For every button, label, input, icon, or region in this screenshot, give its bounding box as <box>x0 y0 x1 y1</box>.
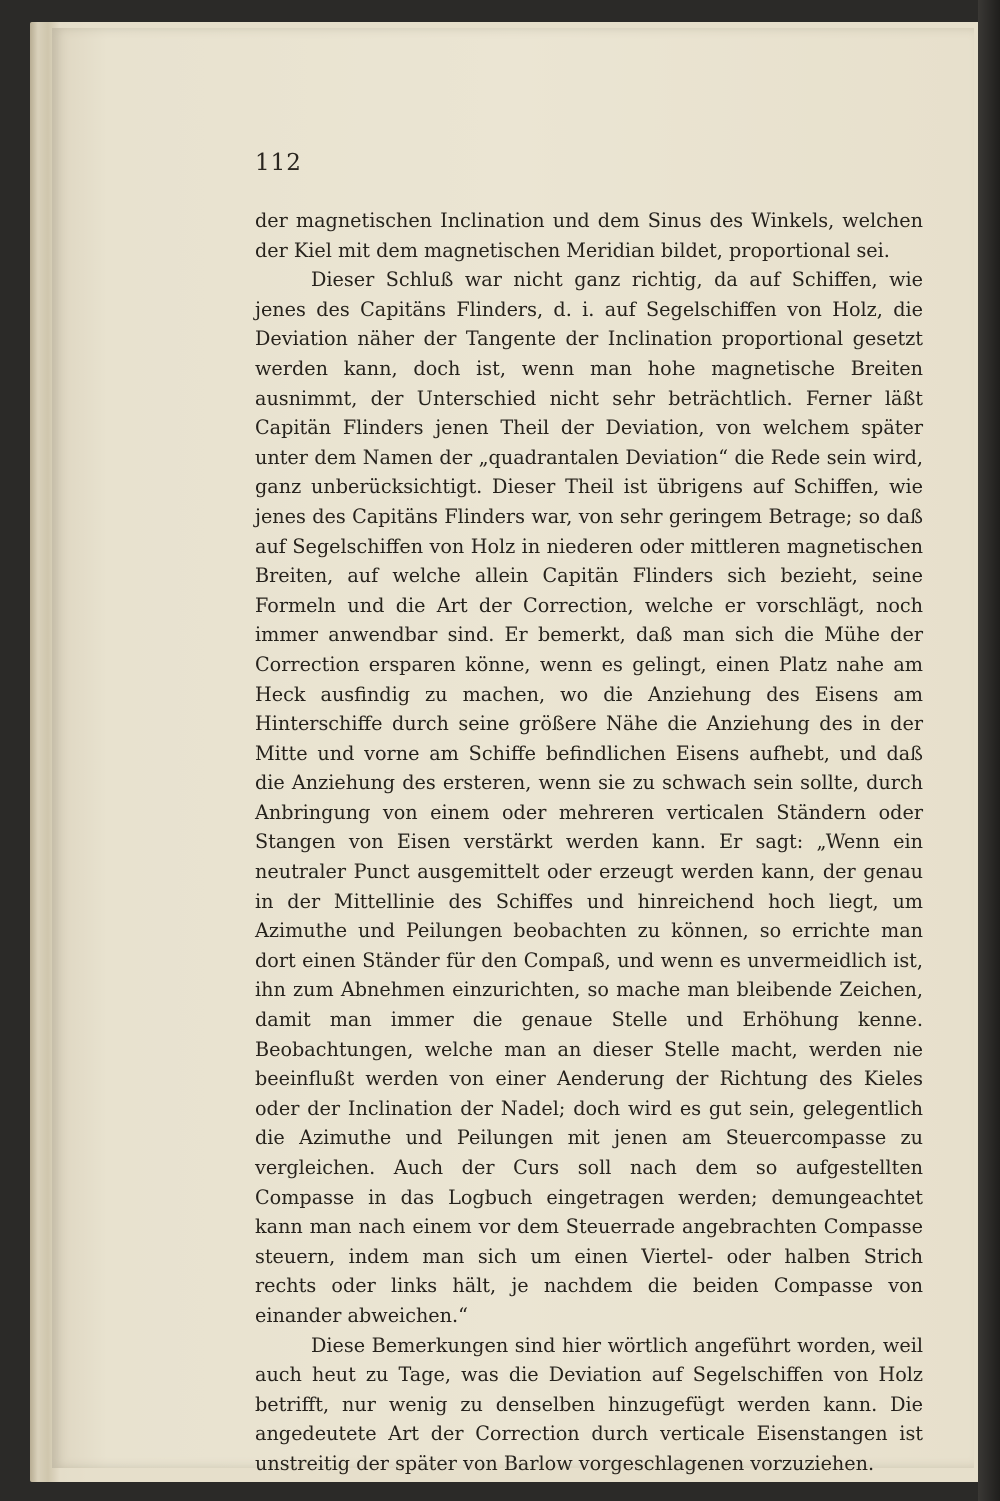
paragraph-continuation: der magnetischen Inclination und dem Sinus des Winkels, welchen der Kiel mit dem magnetischen Meridian bildet, proportional sei. <box>255 209 923 262</box>
book-cover-edge <box>978 0 1000 1501</box>
body-text <box>255 206 923 1479</box>
page-number: 112 <box>255 150 302 176</box>
paragraph-flinders-quote: Dieser Schluß war nicht ganz richtig, da auf Schiffen, wie jenes des Capitäns Flinders, d. i. auf Segelschiffen von Holz, die Deviation näher der Tangente der Inclination proportional gesetzt werden kann, doch ist, wenn man hohe magnetische Breiten ausnimmt, der Unterschied nicht sehr beträchtlich. Ferner läßt Capitän Flinders jenen Theil der Deviation, von welchem später unter dem Namen der „quadrantalen Deviation“ die Rede sein wird, ganz unberücksichtigt. Dieser Theil ist übrigens auf Schiffen, wie jenes des Capitäns Flinders war, von sehr geringem Betrage; so daß auf Segelschiffen von Holz in niederen oder mittleren magnetischen Breiten, auf welche allein Capitän Flinders sich bezieht, seine Formeln und die Art der Correction, welche er vorschlägt, noch immer anwendbar sind. Er bemerkt, daß man sich die Mühe der Correction ersparen könne, wenn es gelingt, einen Platz nahe am Heck ausfindig zu machen, wo die Anziehung des Eisens am Hinterschiffe durch seine größere Nähe die Anziehung des in der Mitte und vorne am Schiffe befindlichen Eisens aufhebt, und daß die Anziehung des ersteren, wenn sie zu schwach sein sollte, durch Anbringung von einem oder mehreren verticalen Ständern oder Stangen von Eisen verstärkt werden kann. Er sagt: „Wenn ein neutraler Punct ausgemittelt oder erzeugt werden kann, der genau in der Mittellinie des Schiffes und hinreichend hoch liegt, um Azimuthe und Peilungen beobachten zu können, so errichte man dort einen Ständer für den Compaß, und wenn es unvermeidlich ist, ihn zum Abnehmen einzurichten, so mache man bleibende Zeichen, damit man immer die genaue Stelle und Erhöhung kenne. Beobachtungen, welche man an dieser Stelle macht, werden nie beeinflußt werden von einer Aenderung der Richtung des Kieles oder der Inclination der Nadel; doch wird es gut sein, gelegentlich die Azimuthe und Peilungen mit jenen am Steuercompasse zu vergleichen. Auch der Curs soll nach dem so aufgestellten Compasse in das Logbuch eingetragen werden; demungeachtet kann man nach einem vor dem Steuerrade angebrachten Compasse steuern, indem man sich um einen Viertel- oder halben Strich rechts oder links hält, je nachdem die beiden Compasse von einander abweichen.“ <box>255 268 923 1327</box>
paragraph-remarks: Diese Bemerkungen sind hier wörtlich angeführt worden, weil auch heut zu Tage, was die Deviation auf Segelschiffen von Holz betrifft, nur wenig zu denselben hinzugefügt werden kann. Die angedeutete Art der Correction durch verticale Eisenstangen ist unstreitig der später von Barlow vorgeschlagenen vorzuziehen. <box>255 1333 923 1475</box>
